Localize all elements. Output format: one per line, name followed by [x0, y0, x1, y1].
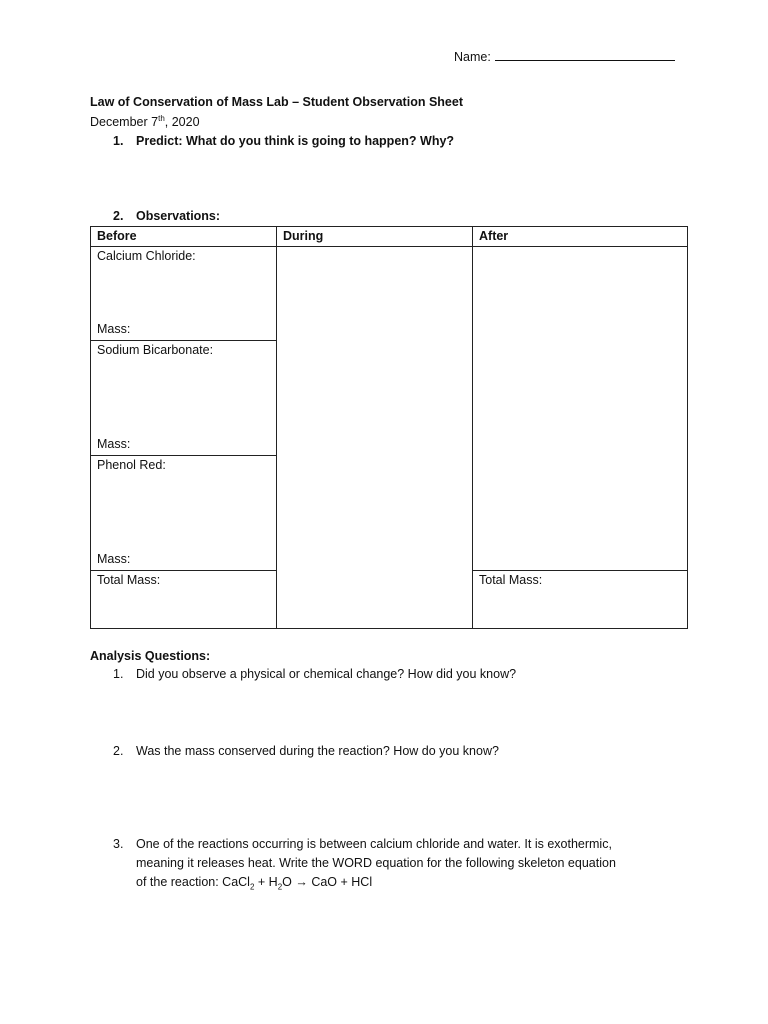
q3-mid2: O — [282, 875, 296, 889]
calcium-chloride-label: Calcium Chloride: — [97, 249, 196, 263]
arrow-icon: → — [295, 875, 308, 889]
sodium-bicarbonate-mass-label: Mass: — [97, 437, 131, 451]
phenol-red-mass-label: Mass: — [97, 552, 131, 566]
sodium-bicarbonate-cell[interactable] — [91, 341, 277, 456]
q2-text: Was the mass conserved during the reaction? How do you know? — [136, 744, 499, 758]
predict-question: Predict: What do you think is going to happen? Why? — [136, 134, 455, 148]
phenol-red-label: Phenol Red: — [97, 458, 166, 472]
q3-line3 — [136, 875, 372, 892]
q1-number: 1. — [113, 667, 124, 681]
analysis-heading: Analysis Questions: — [90, 649, 211, 663]
sodium-bicarbonate-label: Sodium Bicarbonate: — [97, 343, 214, 357]
observation-table — [90, 226, 688, 629]
q3-sub2: 2 — [277, 882, 283, 892]
observations-heading: Observations: — [136, 209, 221, 223]
date-prefix: December 7 — [90, 115, 159, 130]
calcium-chloride-mass-label: Mass: — [97, 322, 131, 336]
name-label: Name: — [454, 50, 491, 64]
predict-number: 1. — [113, 134, 124, 148]
q3-sub1: 2 — [249, 882, 255, 892]
total-mass-before-cell[interactable] — [91, 571, 277, 629]
after-cell[interactable] — [473, 247, 688, 571]
document-date — [90, 114, 200, 129]
date-suffix: , 2020 — [164, 115, 200, 130]
date-sup: th — [158, 114, 165, 123]
observations-number: 2. — [113, 209, 124, 223]
phenol-red-cell[interactable] — [91, 456, 277, 571]
q3-line2: meaning it releases heat. Write the WORD equation for the following skeleton equation — [136, 856, 616, 870]
q3-mid1: + H — [254, 875, 278, 889]
table-row — [91, 247, 688, 341]
q3-line3-prefix: of the reaction: CaCl — [136, 875, 250, 889]
cell-content — [97, 458, 270, 568]
q3-line3-suffix: CaO + HCl — [307, 875, 373, 889]
name-blank-line[interactable] — [495, 48, 675, 61]
total-mass-after-cell[interactable] — [473, 571, 688, 629]
name-field[interactable] — [454, 48, 675, 64]
q1-text: Did you observe a physical or chemical change? How did you know? — [136, 667, 517, 681]
q3-line1: One of the reactions occurring is between calcium chloride and water. It is exothermic, — [136, 837, 612, 851]
header-during: During — [277, 227, 473, 247]
total-mass-after-label: Total Mass: — [479, 573, 543, 587]
calcium-chloride-cell[interactable] — [91, 247, 277, 341]
q2-number: 2. — [113, 744, 124, 758]
table-header-row — [91, 227, 688, 247]
document-title: Law of Conservation of Mass Lab – Student Observation Sheet — [90, 95, 463, 109]
cell-content — [97, 343, 270, 453]
header-after: After — [473, 227, 688, 247]
total-mass-before-label: Total Mass: — [97, 573, 161, 587]
cell-content — [97, 249, 270, 338]
during-cell[interactable] — [277, 247, 473, 629]
q3-number: 3. — [113, 837, 124, 851]
header-before: Before — [91, 227, 277, 247]
